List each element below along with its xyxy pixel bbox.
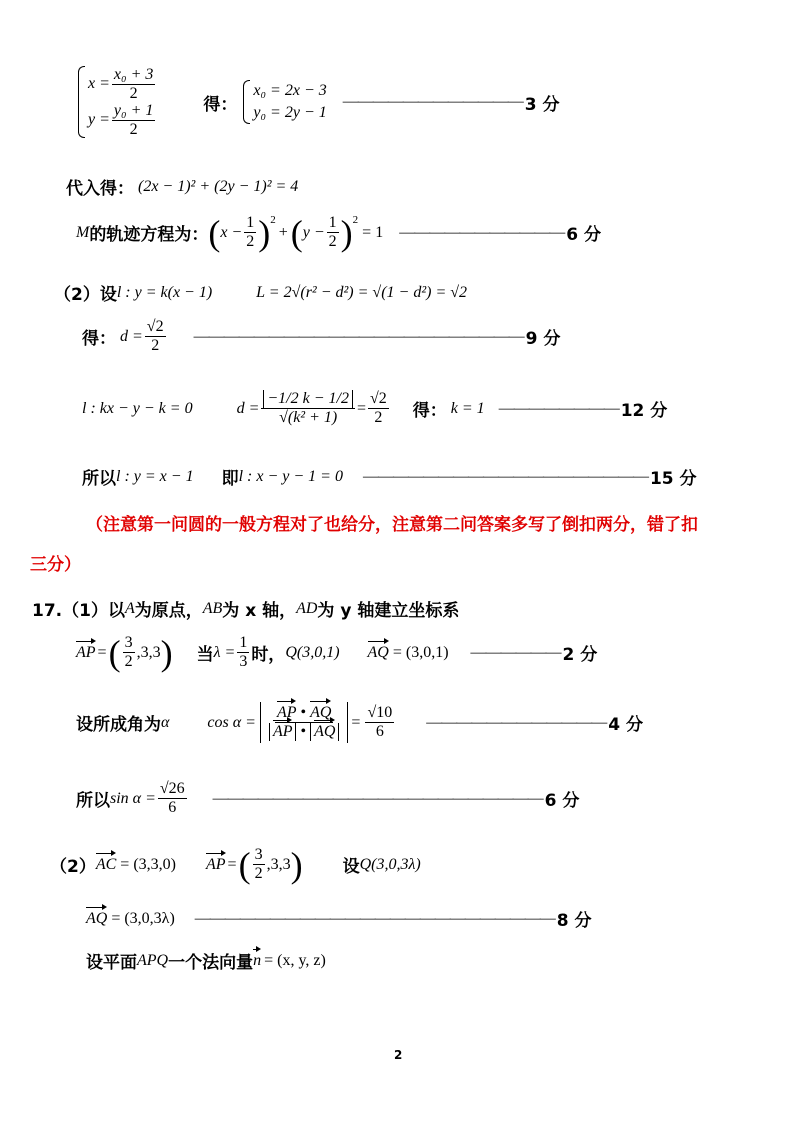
y-axis-text: 为 y 轴建立坐标系 <box>317 601 460 621</box>
point-a: A <box>124 599 135 617</box>
x-denominator: 2 <box>129 84 138 102</box>
angle-label: 设所成角为 <box>76 715 161 735</box>
half-num-1: 1 <box>246 214 255 231</box>
equals-sign: = <box>356 399 366 417</box>
point-q: Q(3,0,1) <box>285 643 340 661</box>
vector-aq: AQ <box>86 909 108 927</box>
d-numerator: √2 <box>146 318 164 335</box>
ap-rest: ,3,3 <box>136 643 161 661</box>
solution-line-9: AP = ( $\frac{3}{2}$ ,3,3 ) 当 λ = $\frac{1}{3}$ 时， Q(3,0,1) AQ = (3,0,1) —————— 2 分 <box>76 632 598 673</box>
score-label: 2 分 <box>562 645 598 665</box>
alpha-symbol: α <box>161 713 170 731</box>
vec-ap-den: AP <box>272 723 293 740</box>
score-label: 6 分 <box>544 791 580 811</box>
vec-aq-num: AQ <box>310 704 332 721</box>
solution-line-11 <box>76 780 579 817</box>
plus-sign: + <box>278 223 288 241</box>
y-term: y − <box>302 223 325 241</box>
solution-line-12: （2） AC = (3,3,0) AP = ( $\frac{3}{2}$ ,3,3 ) 设 Q(3,0,3λ) <box>50 844 421 885</box>
solution-line-7 <box>82 464 697 489</box>
solved-system <box>241 80 326 124</box>
trajectory-label: 的轨迹方程为： <box>89 225 209 245</box>
origin-text: 为原点， <box>134 601 203 621</box>
score-label: 9 分 <box>525 329 561 349</box>
score-label: 4 分 <box>608 715 643 735</box>
ie-label: 即 <box>221 469 239 489</box>
score-label: 12 分 <box>620 401 668 421</box>
ap-x-den: 2 <box>124 653 133 670</box>
vector-aq: AQ <box>367 643 389 661</box>
square-2: 2 <box>352 214 359 226</box>
lambda-den: 3 <box>239 653 248 670</box>
square-1: 2 <box>270 214 276 226</box>
vec-ap-num: AP <box>276 704 297 721</box>
equals-sign: = <box>97 643 107 661</box>
problem-17-label: 17.（1）以 <box>32 601 125 621</box>
score-dashes: ———————————————————————— <box>194 909 555 927</box>
vector-ac-value: = (3,3,0) <box>120 855 176 873</box>
segment-ad: AD <box>296 599 318 617</box>
solution-line-14 <box>86 948 326 973</box>
sin-denominator: 6 <box>168 799 177 816</box>
score-dashes: ———————— <box>498 399 619 417</box>
d-denominator: 2 <box>151 337 160 354</box>
score-label: 8 分 <box>556 911 592 931</box>
line-answer-general: l : x − y − 1 = 0 <box>238 467 343 485</box>
lambda-equals: λ = <box>213 643 236 661</box>
part2-label: （2） <box>50 857 96 877</box>
score-label: 3 分 <box>524 94 560 115</box>
score-label: 6 分 <box>566 225 601 245</box>
y-numerator: y₀ + 1 <box>113 101 154 119</box>
line-answer: l : y = x − 1 <box>116 467 194 485</box>
y0-eq: y₀ = 2y − 1 <box>253 104 327 121</box>
dot-den: • <box>300 723 307 740</box>
solution-line-2 <box>66 174 298 199</box>
eq-x: x = <box>88 75 110 92</box>
score-dashes: —————————————————————— <box>193 327 524 345</box>
cos-denominator: 6 <box>375 723 384 740</box>
score-label: 15 分 <box>649 469 697 489</box>
vector-aq-value: = (3,0,3λ) <box>111 909 175 927</box>
result-numerator: √2 <box>370 390 387 407</box>
plane-label: 设平面 <box>86 953 137 973</box>
solution-line-4 <box>54 280 467 305</box>
time-label: 时， <box>251 645 286 665</box>
score-dashes: ———————————— <box>342 93 523 110</box>
distance-numerator: −1/2 k − 1/2 <box>263 390 353 408</box>
grading-note-line-1: （注意第一问圆的一般方程对了也给分，注意第二问答案多写了倒扣两分，错了扣 <box>86 515 698 535</box>
grading-note-line-2: 三分） <box>30 555 81 575</box>
score-dashes: ——————————————————— <box>362 467 648 485</box>
half-den-2: 2 <box>328 233 337 250</box>
k-value: k = 1 <box>450 399 485 417</box>
substitute-label: 代入得： <box>66 179 134 199</box>
x-axis-text: 为 x 轴， <box>222 601 297 621</box>
cos-numerator: √10 <box>367 704 393 721</box>
solution-line-1 <box>76 66 559 138</box>
de-label: 得： <box>412 401 447 421</box>
de-label: 得： <box>203 94 238 115</box>
vector-ap: AP <box>205 855 226 873</box>
trajectory-equation: ( x − $\frac{1}{2}$ ) $^2$ + ( y − $\frac{1}{2}$ ) $^2$ = 1 <box>208 212 384 253</box>
solution-line-13 <box>86 906 592 931</box>
d-equals: d = <box>120 327 143 345</box>
therefore-label: 所以 <box>82 469 116 489</box>
result-denominator: 2 <box>374 409 383 426</box>
ap-x-den: 2 <box>254 865 263 882</box>
point-q: Q(3,0,3λ) <box>359 855 421 873</box>
solution-line-5 <box>82 318 560 355</box>
parametric-system <box>76 66 157 138</box>
score-dashes: —————————————————————— <box>212 789 543 807</box>
when-label: 当 <box>196 645 214 665</box>
line-general-form: l : kx − y − k = 0 <box>82 399 193 417</box>
normal-vector-value: = (x, y, z) <box>264 951 326 969</box>
vector-ap: AP <box>76 643 96 661</box>
part2-label: （2）设 <box>54 285 117 305</box>
score-dashes: ——————————— <box>399 223 565 241</box>
d-equals: d = <box>236 399 260 417</box>
vec-aq-den: AQ <box>314 723 336 740</box>
vector-aq-value: = (3,0,1) <box>392 643 449 661</box>
cos-abs-value <box>260 702 348 743</box>
problem-17-line <box>32 596 459 621</box>
eq-y: y = <box>88 111 110 128</box>
m-symbol: M <box>76 223 90 241</box>
page-number: 2 <box>394 1048 403 1062</box>
let-label: 设 <box>342 857 360 877</box>
normal-vector-n: n <box>253 951 262 969</box>
plane-apq: APQ <box>137 951 169 969</box>
sin-alpha: sin α = <box>110 789 156 807</box>
x0-eq: x₀ = 2x − 3 <box>253 82 327 99</box>
line-l-equation: l : y = k(x − 1) <box>116 283 213 301</box>
circle-equation: (2x − 1)² + (2y − 1)² = 4 <box>138 177 299 195</box>
sin-numerator: √26 <box>159 780 185 797</box>
chord-length-equation: L = 2√(r² − d²) = √(1 − d²) = √2 <box>256 283 468 301</box>
therefore-label: 所以 <box>76 791 110 811</box>
ap-x-num: 3 <box>254 846 263 863</box>
equals-sign: = <box>351 713 361 731</box>
normal-vector-text: 一个法向量 <box>168 953 254 973</box>
score-dashes: —————— <box>470 643 561 661</box>
half-den-1: 2 <box>246 233 255 250</box>
distance-denominator: √(k² + 1) <box>279 409 338 426</box>
ap-x-num: 3 <box>124 634 133 651</box>
solution-line-3 <box>76 214 601 251</box>
lambda-num: 1 <box>239 634 248 651</box>
x-numerator: x₀ + 3 <box>113 65 154 83</box>
cos-alpha: cos α = <box>207 713 256 731</box>
y-denominator: 2 <box>129 120 138 138</box>
equals-sign: = <box>227 855 237 873</box>
de-label: 得： <box>82 329 116 349</box>
vector-ac: AC <box>95 855 117 873</box>
solution-line-6 <box>82 390 667 427</box>
solution-line-10 <box>76 702 643 743</box>
segment-ab: AB <box>202 599 223 617</box>
equals-one: = 1 <box>362 223 384 241</box>
score-dashes: ———————————— <box>426 713 607 731</box>
half-num-2: 1 <box>328 214 337 231</box>
dot-num: • <box>300 704 307 721</box>
x-term: x − <box>220 223 243 241</box>
ap-rest: ,3,3 <box>266 855 291 873</box>
